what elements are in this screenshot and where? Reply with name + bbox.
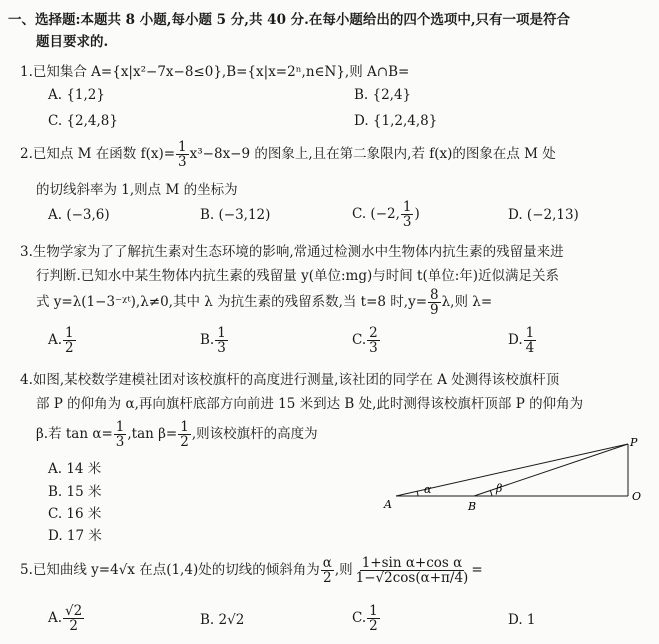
q5-option-c: C. $\frac{1}{2}$ [352, 603, 378, 635]
q3-stem1: 3.生物学家为了了解抗生素对生态环境的影响,常通过检测水中生物体内抗生素的残留量来进 [20, 244, 564, 260]
q3-option-d: D. $\frac{1}{4}$ [508, 325, 535, 357]
point-p-label: P [630, 436, 638, 449]
q1-option-a: A. {1,2} [48, 87, 105, 103]
q2-option-c: C. (−2, $\frac{1}{3}$ ) [352, 199, 420, 231]
q2-option-a: A. (−3,6) [48, 207, 110, 223]
q1-option-d: D. {1,2,4,8} [354, 113, 438, 129]
q5-option-d: D. 1 [508, 612, 536, 628]
q3-option-c: C. $\frac{2}{3}$ [352, 325, 378, 357]
q4-option-c: C. 16 米 [48, 506, 102, 522]
q3-stem3: 式 y=λ(1−3⁻ᵡᵗ),λ≠0,其中 λ 为抗生素的残留系数,当 t=8 时,y= $\frac{8}{9}$ λ,则 λ= [36, 287, 493, 319]
q1-stem: 1.已知集合 A={x|x²−7x−8≤0},B={x|x=2ⁿ,n∈N},则 A∩B= [20, 64, 410, 80]
q3-option-a: A. $\frac{1}{2}$ [48, 325, 74, 357]
point-o-label: O [632, 490, 642, 503]
q4-option-d: D. 17 米 [48, 528, 102, 544]
q4-stem2: 部 P 的仰角为 α,再向旗杆底部方向前进 15 米到达 B 处,此时测得该校旗杆顶部 P 的仰角为 [36, 396, 584, 412]
q4-option-a: A. 14 米 [48, 461, 102, 477]
q3-option-b: B. $\frac{1}{3}$ [200, 325, 226, 357]
q2-fraction: $\frac{1}{3}$ [178, 139, 187, 171]
q5-option-a: A. $\frac{√2}{2}$ [48, 603, 83, 635]
q4-option-b: B. 15 米 [48, 484, 102, 500]
q1-option-c: C. {2,4,8} [48, 113, 118, 129]
beta-arc [490, 490, 492, 496]
q2-stem-post: x³−8x−9 的图象上,且在第二象限内,若 f(x)的图象在点 M 处 [189, 146, 556, 163]
beta-label: β [496, 482, 503, 495]
q2-stem2: 的切线斜率为 1,则点 M 的坐标为 [36, 182, 238, 198]
alpha-label: α [424, 483, 432, 496]
alpha-arc [417, 491, 418, 496]
q3-stem2: 行判断.已知水中某生物体内抗生素的残留量 y(单位:mg)与时间 t(单位:年)近似满足关系 [36, 268, 560, 284]
q2-option-d: D. (−2,13) [508, 207, 579, 223]
point-b-label: B [468, 500, 477, 513]
q4-stem1: 4.如图,某校数学建模社团对该校旗杆的高度进行测量,该社团的同学在 A 处测得该校旗杆顶 [20, 372, 560, 388]
q5-stem: 5.已知曲线 y=4√x 在点(1,4)处的切线的倾斜角为 $\frac{\alpha}{2}$ ,则 $\frac{\text{1+sin α+cos α}}{1-√2\cos(\alpha+\pi/4)}$ = [20, 555, 483, 587]
q5-option-b: B. 2√2 [200, 612, 245, 628]
section-header-cont: 题目要求的. [36, 34, 109, 50]
q4-stem3: β.若 tan α= $\frac{1}{3}$ ,tan β= $\frac{1}{2}$ ,则该校旗杆的高度为 [36, 419, 318, 451]
q2-stem [20, 140, 556, 169]
section-header: 一、选择题:本题共 8 小题,每小题 5 分,共 40 分.在每小题给出的四个选项中,只有一项是符合 [8, 12, 571, 28]
q1-option-b: B. {2,4} [354, 87, 412, 103]
q2-stem-pre: 2.已知点 M 在函数 f(x)= [20, 146, 176, 163]
flagpole-diagram [378, 436, 648, 516]
point-a-label: A [384, 498, 392, 511]
q2-option-b: B. (−3,12) [200, 207, 271, 223]
